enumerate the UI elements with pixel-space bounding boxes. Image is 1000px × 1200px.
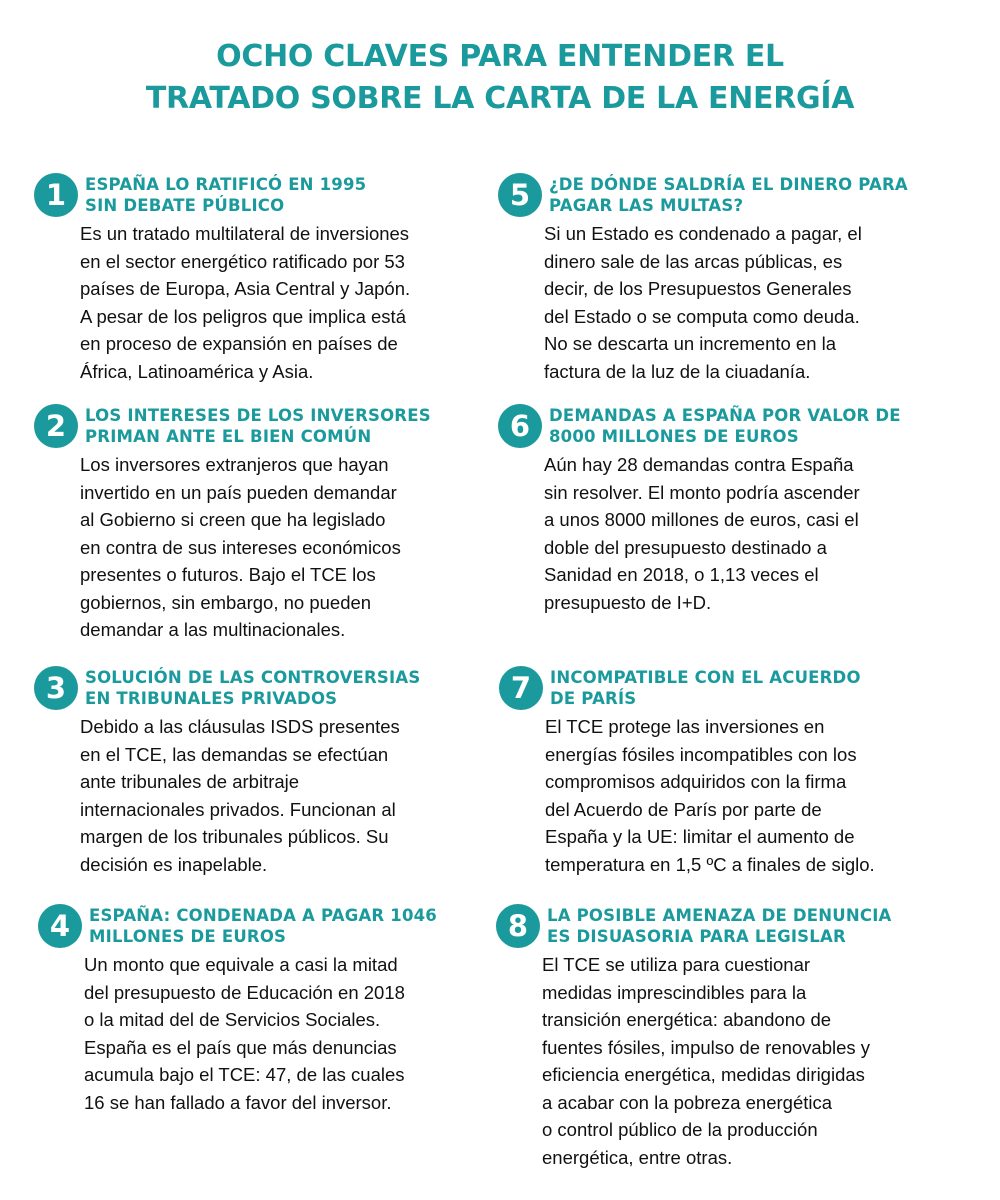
key-body-line: Debido a las cláusulas ISDS presentes [80, 716, 400, 737]
key-body-line: o la mitad del de Servicios Sociales. [84, 1009, 381, 1030]
key-body [544, 451, 860, 616]
key-body-line: presentes o futuros. Bajo el TCE los [80, 564, 376, 585]
key-heading [85, 174, 366, 216]
key-heading [89, 905, 437, 947]
key-body [80, 220, 410, 385]
key-body-line: en proceso de expansión en países de [80, 333, 398, 354]
key-heading-line: SOLUCIÓN DE LAS CONTROVERSIAS [85, 668, 421, 687]
key-body-line: Aún hay 28 demandas contra España [544, 454, 854, 475]
key-body-line: España es el país que más denuncias [84, 1036, 397, 1058]
key-body-line: a unos 8000 millones de euros, casi el [544, 509, 859, 530]
key-heading-line: LA POSIBLE AMENAZA DE DENUNCIA [547, 906, 892, 925]
key-body-line: acumula bajo el TCE: 47, de las cuales [84, 1064, 405, 1085]
key-body-line: eficiencia energética, medidas dirigidas [542, 1064, 865, 1085]
key-number-badge: 1 [34, 173, 78, 217]
key-heading-line: LOS INTERESES DE LOS INVERSORES [85, 406, 431, 425]
key-body-line: El TCE protege las inversiones en [545, 716, 825, 737]
key-body-line: Sanidad en 2018, o 1,13 veces el [544, 564, 819, 585]
key-heading-line: ES DISUASORIA PARA LEGISLAR [547, 927, 846, 946]
key-body-line: Un monto que equivale a casi la mitad [84, 954, 398, 975]
key-body [542, 951, 870, 1171]
key-body-line: en contra de sus intereses económicos [80, 536, 401, 558]
key-body-line: factura de la luz de la ciuadanía. [544, 360, 811, 382]
key-body-line: margen de los tribunales públicos. Su [80, 826, 389, 847]
key-body-line: gobiernos, sin embargo, no pueden [80, 591, 372, 613]
key-body-line: en el sector energético ratificado por 53 [80, 250, 405, 272]
key-number-badge: 5 [498, 173, 542, 217]
key-heading [550, 667, 861, 709]
key-body-line: Es un tratado multilateral de inversiones [80, 223, 410, 244]
key-body [80, 451, 401, 644]
key-heading-line: EN TRIBUNALES PRIVADOS [85, 689, 338, 708]
key-number-badge: 7 [499, 666, 543, 710]
key-body-line: El TCE se utiliza para cuestionar [542, 954, 811, 975]
key-body-line: 16 se han fallado a favor del inversor. [84, 1091, 392, 1113]
key-body-line: decisión es inapelable. [80, 853, 268, 875]
key-body-line: en el TCE, las demandas se efectúan [80, 743, 389, 765]
key-body-line: al Gobierno si creen que ha legislado [80, 509, 386, 530]
key-body-line: del presupuesto de Educación en 2018 [84, 981, 405, 1003]
key-number-badge: 8 [496, 904, 540, 948]
key-heading-line: SIN DEBATE PÚBLICO [85, 196, 285, 215]
key-body-line: A pesar de los peligros que implica está [80, 305, 406, 327]
key-body-line: a acabar con la pobreza energética [542, 1091, 833, 1113]
key-body-line: dinero sale de las arcas públicas, es [544, 250, 843, 272]
key-body-line: Los inversores extranjeros que hayan [80, 454, 389, 475]
key-heading [85, 667, 420, 709]
key-heading-line: INCOMPATIBLE CON EL ACUERDO [550, 668, 861, 687]
title-line-2: TRATADO SOBRE LA CARTA DE LA ENERGÍA [145, 81, 855, 116]
key-body-line: doble del presupuesto destinado a [544, 536, 827, 558]
key-body-line: internacionales privados. Funcionan al [80, 798, 396, 820]
page-title [0, 36, 1000, 120]
key-number-badge: 3 [34, 666, 78, 710]
key-body-line: del Estado o se computa como deuda. [544, 305, 860, 327]
key-body [80, 713, 400, 878]
key-body-line: energías fósiles incompatibles con los [545, 743, 857, 765]
key-heading-line: 8000 MILLONES DE EUROS [549, 427, 799, 446]
key-body-line: sin resolver. El monto podría ascender [544, 481, 860, 503]
key-heading-line: MILLONES DE EUROS [89, 927, 287, 946]
key-heading [549, 405, 901, 447]
key-body [84, 951, 405, 1116]
key-body [544, 220, 862, 385]
key-heading [547, 905, 892, 947]
key-heading [549, 174, 908, 216]
key-body [545, 713, 875, 878]
key-body-line: África, Latinoamérica y Asia. [80, 360, 314, 382]
key-body-line: invertido en un país pueden demandar [80, 481, 397, 503]
key-heading-line: DE PARÍS [550, 689, 637, 708]
key-heading-line: PAGAR LAS MULTAS? [549, 196, 744, 215]
key-body-line: compromisos adquiridos con la firma [545, 771, 847, 792]
title-line-1: OCHO CLAVES PARA ENTENDER EL [216, 39, 784, 74]
key-body-line: o control público de la producción [542, 1119, 818, 1140]
key-body-line: países de Europa, Asia Central y Japón. [80, 278, 411, 299]
key-heading-line: ¿DE DÓNDE SALDRÍA EL DINERO PARA [549, 175, 908, 194]
key-number-badge: 6 [498, 404, 542, 448]
key-number-badge: 2 [34, 404, 78, 448]
key-heading-line: PRIMAN ANTE EL BIEN COMÚN [85, 427, 372, 446]
key-body-line: No se descarta un incremento en la [544, 333, 837, 354]
key-heading-line: DEMANDAS A ESPAÑA POR VALOR DE [549, 406, 901, 425]
key-number-badge: 4 [38, 904, 82, 948]
key-body-line: Si un Estado es condenado a pagar, el [544, 223, 862, 244]
key-body-line: medidas imprescindibles para la [542, 981, 807, 1003]
key-heading-line: ESPAÑA: CONDENADA A PAGAR 1046 [89, 906, 437, 925]
key-body-line: España y la UE: limitar el aumento de [545, 826, 855, 847]
key-body-line: energética, entre otras. [542, 1146, 733, 1168]
key-body-line: del Acuerdo de París por parte de [545, 798, 822, 820]
key-body-line: demandar a las multinacionales. [80, 619, 346, 640]
key-body-line: transición energética: abandono de [542, 1009, 832, 1030]
key-body-line: presupuesto de I+D. [544, 591, 712, 613]
key-heading [85, 405, 431, 447]
key-body-line: temperatura en 1,5 ºC a finales de siglo. [545, 853, 875, 875]
key-body-line: fuentes fósiles, impulso de renovables y [542, 1036, 871, 1058]
key-body-line: ante tribunales de arbitraje [80, 771, 300, 792]
key-heading-line: ESPAÑA LO RATIFICÓ EN 1995 [85, 175, 367, 194]
key-body-line: decir, de los Presupuestos Generales [544, 278, 852, 299]
